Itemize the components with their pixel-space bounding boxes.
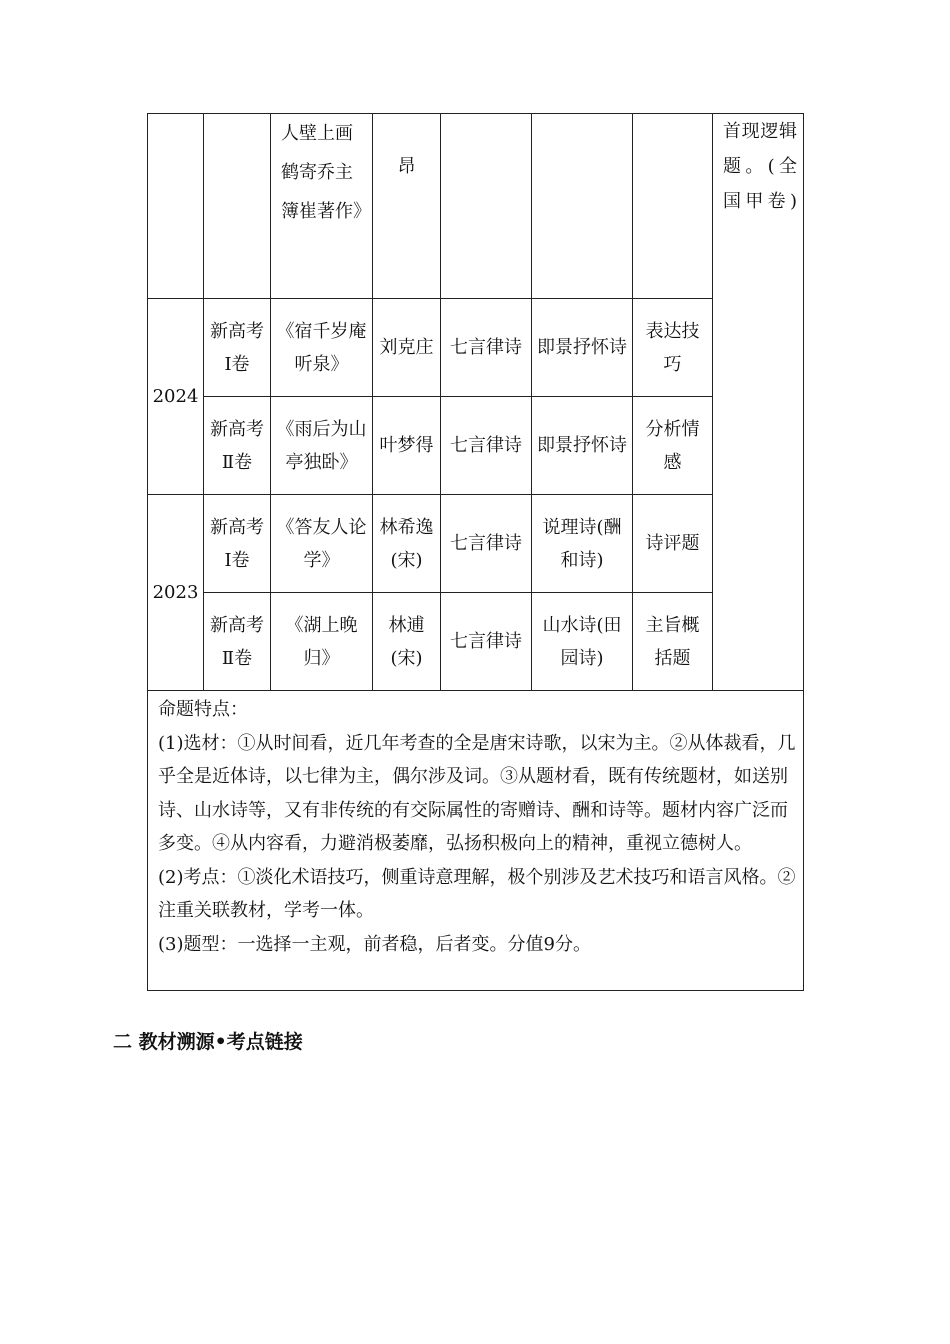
author-cell: 林逋(宋): [373, 593, 441, 691]
table-row-continued: [148, 114, 804, 299]
form-cell: 七言律诗: [441, 397, 532, 495]
author-cell: 林希逸(宋): [373, 495, 441, 593]
poem-title-cell: 《雨后为山亭独卧》: [271, 397, 373, 495]
notes-point-focus: (2)考点：①淡化术语技巧，侧重诗意理解，极个别涉及艺术技巧和语言风格。②注重关联教材，学考一体。: [158, 866, 796, 921]
poem-title-cell: 人壁上画鹤寄乔主簿崔著作》: [271, 114, 373, 299]
notes-heading: 命题特点：: [158, 699, 248, 720]
form-cell: 七言律诗: [441, 593, 532, 691]
author-cell: 刘克庄: [373, 299, 441, 397]
question-cell-empty: [633, 114, 713, 299]
section-heading: 二 教材溯源•考点链接: [113, 1031, 303, 1053]
genre-cell: 即景抒怀诗: [532, 397, 633, 495]
poem-title-cell: 《宿千岁庵听泉》: [271, 299, 373, 397]
year-cell-empty: [148, 114, 204, 299]
table-row: [148, 593, 804, 691]
question-cell: 表达技巧: [633, 299, 713, 397]
genre-cell: 山水诗(田园诗): [532, 593, 633, 691]
paper-cell: 新高考Ⅱ卷: [204, 397, 271, 495]
form-cell: 七言律诗: [441, 299, 532, 397]
paper-cell: 新高考Ⅰ卷: [204, 299, 271, 397]
author-cell: 昂: [373, 114, 441, 299]
genre-cell: 说理诗(酬和诗): [532, 495, 633, 593]
paper-cell: 新高考Ⅰ卷: [204, 495, 271, 593]
genre-cell-empty: [532, 114, 633, 299]
paper-cell-empty: [204, 114, 271, 299]
notes-row: [148, 691, 804, 991]
question-cell: 主旨概括题: [633, 593, 713, 691]
question-cell: 诗评题: [633, 495, 713, 593]
notes-point-selection: (1)选材：①从时间看，近几年考查的全是唐宋诗歌，以宋为主。②从体裁看，几乎全是近体诗，以七律为主，偶尔涉及词。③从题材看，既有传统题材，如送别诗、山水诗等，又有非传统的有交际属性的寄赠诗、酬和诗等。题材内容广泛而多变。④从内容看，力避消极萎靡，弘扬积极向上的精神，重视立德树人。: [158, 732, 796, 854]
notes-point-question-type: (3)题型：一选择一主观，前者稳，后者变。分值9分。: [158, 933, 591, 955]
exam-features-notes: [148, 691, 804, 991]
table-row: [148, 299, 804, 397]
author-cell: 叶梦得: [373, 397, 441, 495]
remark-cell: 首现逻辑题。(全国甲卷): [713, 114, 804, 691]
paper-cell: 新高考Ⅱ卷: [204, 593, 271, 691]
poem-title-cell: 《湖上晚归》: [271, 593, 373, 691]
table-row: [148, 495, 804, 593]
form-cell: 七言律诗: [441, 495, 532, 593]
poem-title-cell: 《答友人论学》: [271, 495, 373, 593]
form-cell-empty: [441, 114, 532, 299]
exam-analysis-table: [147, 113, 804, 991]
question-cell: 分析情感: [633, 397, 713, 495]
year-cell: 2023: [148, 495, 204, 691]
year-cell: 2024: [148, 299, 204, 495]
genre-cell: 即景抒怀诗: [532, 299, 633, 397]
table-row: [148, 397, 804, 495]
